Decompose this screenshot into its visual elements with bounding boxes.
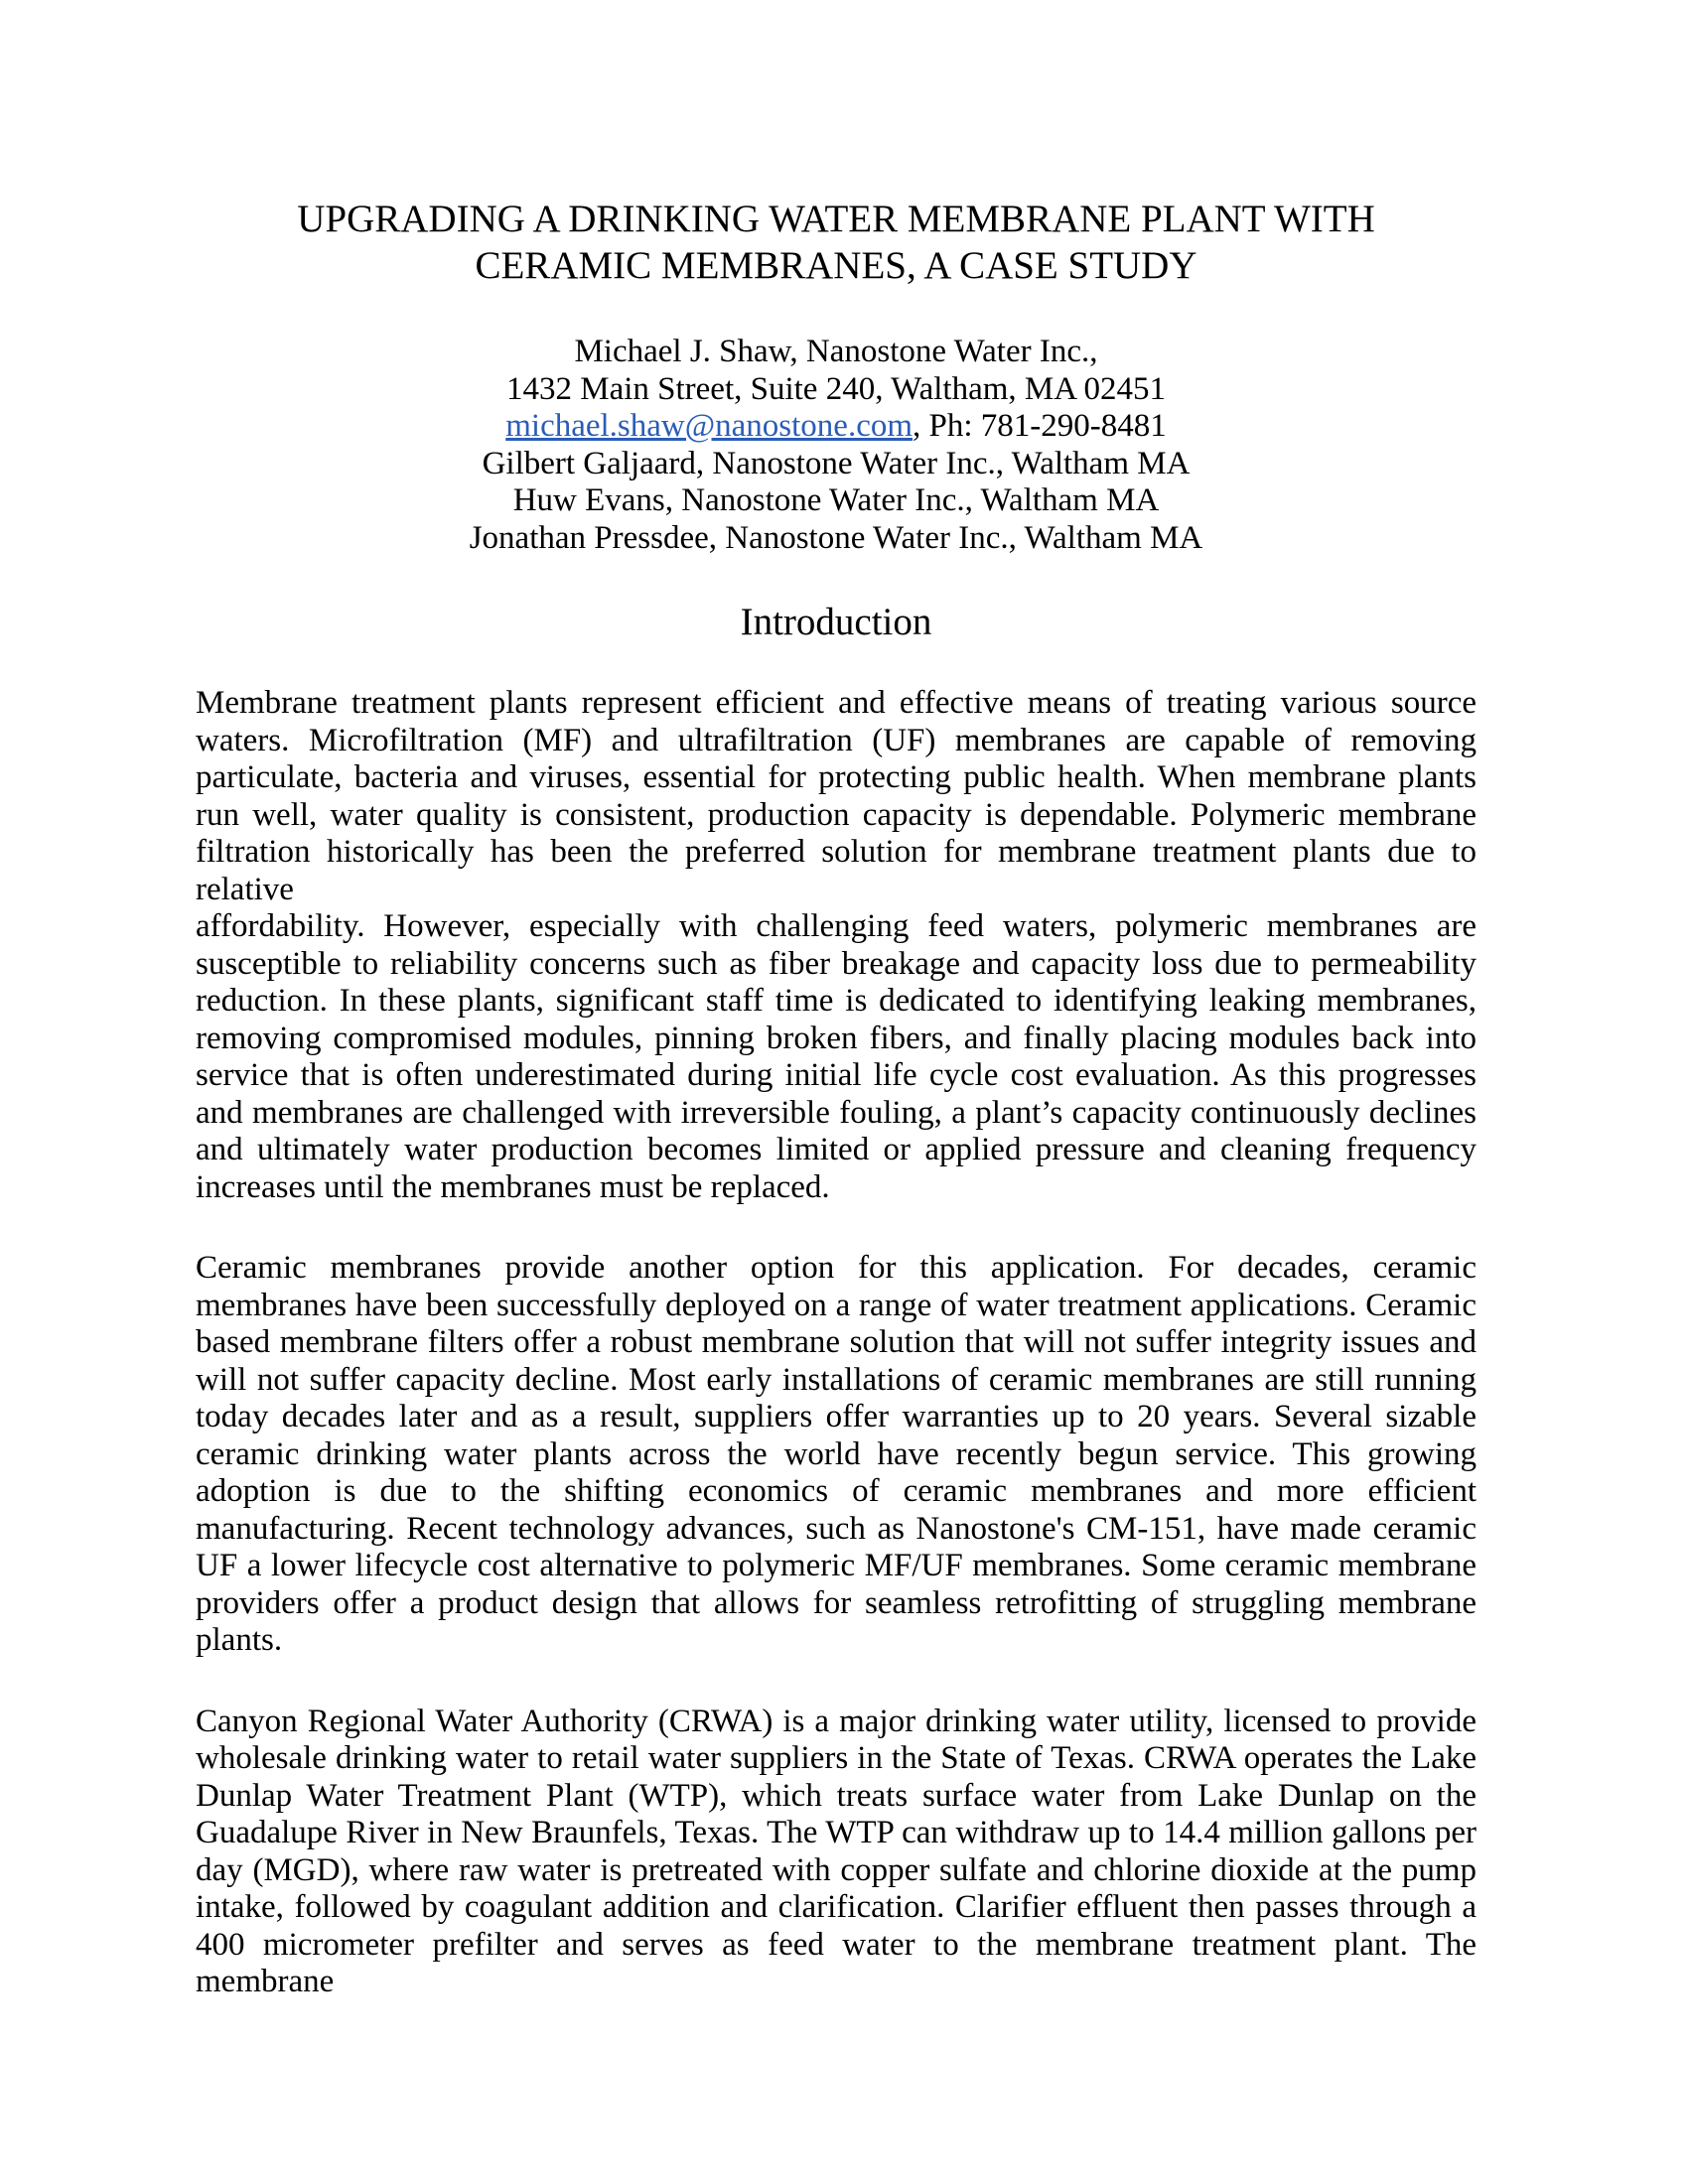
intro-paragraph-3	[196, 1704, 1477, 2001]
author-line-2: 1432 Main Street, Suite 240, Waltham, MA 02451	[505, 370, 1167, 407]
paragraph-line: particulate, bacteria and viruses, essential for protecting public health. When membrane plants	[196, 759, 1477, 795]
paragraph-line: reduction. In these plants, significant staff time is dedicated to identifying leaking membranes,	[196, 983, 1477, 1019]
phone-text: , Ph: 781-290-8481	[913, 408, 1167, 444]
paragraph-line: Membrane treatment plants represent efficient and effective means of treating various source	[196, 685, 1477, 721]
paragraph-line: Guadalupe River in New Braunfels, Texas. The WTP can withdraw up to 14.4 million gallons per	[196, 1815, 1477, 1850]
paragraph-line: increases until the membranes must be replaced.	[196, 1168, 830, 1205]
email-link[interactable]: michael.shaw@nanostone.com	[505, 408, 914, 444]
author-line-1: Michael J. Shaw, Nanostone Water Inc.,	[574, 334, 1098, 369]
paragraph-line: run well, water quality is consistent, production capacity is dependable. Polymeric membrane	[196, 796, 1477, 833]
intro-paragraph-2	[196, 1250, 1477, 1660]
author-line-6: Jonathan Pressdee, Nanostone Water Inc., Waltham MA	[469, 519, 1203, 556]
paragraph-line: day (MGD), where raw water is pretreated with copper sulfate and chlorine dioxide at the pump	[196, 1851, 1477, 1888]
paragraph-line: Canyon Regional Water Authority (CRWA) is a major drinking water utility, licensed to provide	[196, 1703, 1477, 1739]
paper-title-line-2: CERAMIC MEMBRANES, A CASE STUDY	[475, 244, 1197, 287]
paper-title	[196, 196, 1477, 289]
paragraph-line: filtration historically has been the preferred solution for membrane treatment plants due to relative	[196, 834, 1477, 907]
paragraph-line: Dunlap Water Treatment Plant (WTP), which treats surface water from Lake Dunlap on the	[196, 1777, 1477, 1814]
section-heading-introduction: Introduction	[740, 601, 932, 643]
paragraph-line: 400 micrometer prefilter and serves as feed water to the membrane treatment plant. The membrane	[196, 1926, 1477, 1999]
paragraph-line: UF a lower lifecycle cost alternative to polymeric MF/UF membranes. Some ceramic membrane	[196, 1548, 1477, 1583]
paragraph-line: ceramic drinking water plants across the world have recently begun service. This growing	[196, 1435, 1477, 1472]
paragraph-line: and ultimately water production becomes limited or applied pressure and cleaning frequency	[196, 1132, 1477, 1167]
author-line-3	[196, 408, 1477, 446]
paragraph-line: based membrane filters offer a robust membrane solution that will not suffer integrity issues and	[196, 1324, 1477, 1360]
author-line-4: Gilbert Galjaard, Nanostone Water Inc., Waltham MA	[482, 445, 1191, 481]
paragraph-line: Ceramic membranes provide another option for this application. For decades, ceramic	[196, 1250, 1477, 1286]
paragraph-line: today decades later and as a result, suppliers offer warranties up to 20 years. Several sizable	[196, 1399, 1477, 1434]
paragraph-line: removing compromised modules, pinning broken fibers, and finally placing modules back into	[196, 1020, 1477, 1056]
author-line-5: Huw Evans, Nanostone Water Inc., Waltham MA	[512, 482, 1160, 518]
paragraph-line: and membranes are challenged with irreversible fouling, a plant’s capacity continuously declines	[196, 1094, 1477, 1131]
paragraph-line: service that is often underestimated during initial life cycle cost evaluation. As this progresses	[196, 1057, 1477, 1093]
paragraph-line: intake, followed by coagulant addition and clarification. Clarifier effluent then passes through a	[196, 1889, 1477, 1925]
paragraph-line: providers offer a product design that allows for seamless retrofitting of struggling membrane	[196, 1584, 1477, 1621]
paragraph-line: susceptible to reliability concerns such as fiber breakage and capacity loss due to permeability	[196, 945, 1477, 982]
paragraph-line: manufacturing. Recent technology advances, such as Nanostone's CM-151, have made ceramic	[196, 1510, 1477, 1547]
author-block	[196, 334, 1477, 557]
paragraph-line: membranes have been successfully deployed on a range of water treatment applications. Ceramic	[196, 1287, 1477, 1323]
paragraph-line: plants.	[196, 1622, 283, 1658]
paragraph-line: wholesale drinking water to retail water suppliers in the State of Texas. CRWA operates the Lake	[196, 1740, 1477, 1776]
paper-title-line-1: UPGRADING A DRINKING WATER MEMBRANE PLANT WITH	[297, 198, 1375, 240]
paragraph-line: affordability. However, especially with challenging feed waters, polymeric membranes are	[196, 908, 1477, 944]
paragraph-line: waters. Microfiltration (MF) and ultrafiltration (UF) membranes are capable of removing	[196, 722, 1477, 758]
paragraph-line: will not suffer capacity decline. Most early installations of ceramic membranes are still running	[196, 1361, 1477, 1398]
intro-paragraph-1	[196, 685, 1477, 1206]
paragraph-line: adoption is due to the shifting economics of ceramic membranes and more efficient	[196, 1473, 1477, 1509]
